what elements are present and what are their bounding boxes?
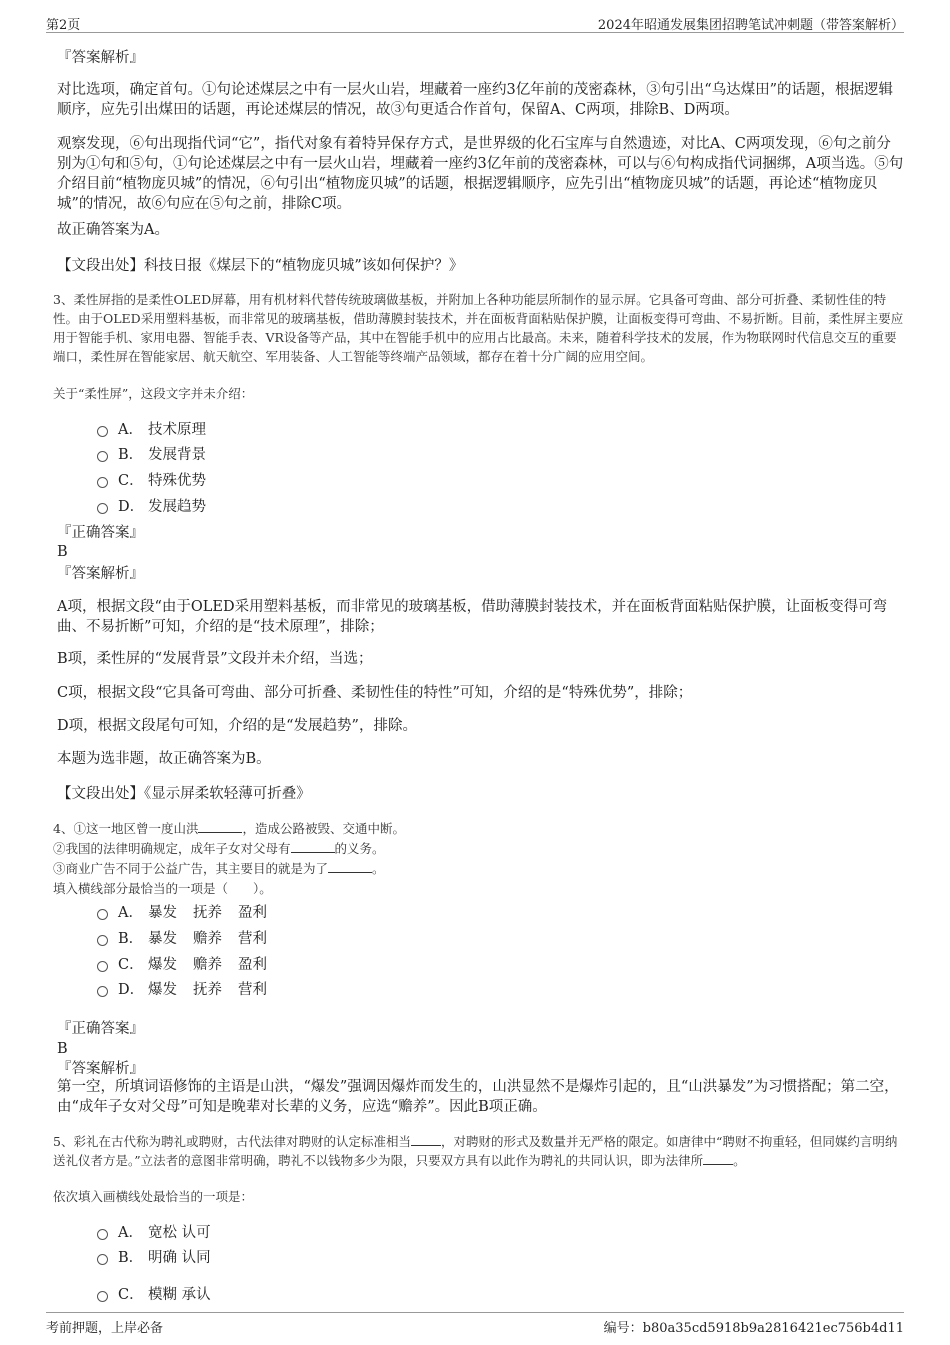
page-footer bbox=[46, 1312, 904, 1335]
q3-source: 【文段出处】《显示屏柔软轻薄可折叠》 bbox=[57, 786, 311, 802]
q3-question: 关于“柔性屏”，这段文字并未介绍： bbox=[53, 386, 254, 401]
q2-analysis-label: 『答案解析』 bbox=[57, 50, 144, 66]
q4-option-c[interactable]: C． 爆发 赡养 盈利 bbox=[97, 953, 267, 973]
radio-button[interactable] bbox=[97, 503, 108, 514]
q3-analysis-d: D项，根据文段尾句可知，介绍的是“发展趋势”，排除。 bbox=[57, 718, 417, 734]
q4-option-d[interactable]: D． 爆发 抚养 营利 bbox=[97, 978, 267, 998]
radio-button[interactable] bbox=[97, 986, 108, 997]
q3-option-d[interactable]: D． 发展趋势 bbox=[97, 495, 206, 515]
radio-button[interactable] bbox=[97, 1291, 108, 1302]
q5-question: 依次填入画横线处最恰当的一项是： bbox=[53, 1189, 254, 1204]
q3-analysis-c: C项，根据文段“它具备可弯曲、部分可折叠、柔韧性佳的特性”可知，介绍的是“特殊优势”，排除； bbox=[57, 685, 693, 701]
q2-source: 【文段出处】科技日报《煤层下的“植物庞贝城”该如何保护？》 bbox=[57, 258, 464, 274]
q3-answer-label: 『正确答案』 bbox=[57, 525, 144, 541]
radio-button[interactable] bbox=[97, 961, 108, 972]
q4-question: 填入横线部分最恰当的一项是（ ）。 bbox=[53, 881, 272, 896]
q5-option-a[interactable]: A． 宽松 认可 bbox=[97, 1221, 211, 1241]
q4-sentence-2: ②我国的法律明确规定，成年子女对父母有 的义务。 bbox=[53, 841, 385, 856]
radio-button[interactable] bbox=[97, 1254, 108, 1265]
q4-analysis-label: 『答案解析』 bbox=[57, 1061, 144, 1077]
q4-option-b[interactable]: B． 暴发 赡养 营利 bbox=[97, 927, 267, 947]
q3-analysis-b: B项，柔性屏的“发展背景”文段并未介绍，当选； bbox=[57, 651, 373, 667]
q3-analysis-label: 『答案解析』 bbox=[57, 566, 144, 582]
radio-button[interactable] bbox=[97, 451, 108, 462]
page-number: 第2页 bbox=[46, 18, 81, 33]
q4-option-a[interactable]: A． 暴发 抚养 盈利 bbox=[97, 901, 267, 921]
q5-stem: 5、彩礼在古代称为聘礼或聘财，古代法律对聘财的认定标准相当 ，对聘财的形式及数量并无严格的限定。如唐律中“聘财不拘重轻，但同媒约言明纳送礼仪者方是。”立法者的意图非常明确，聘礼不以钱物多少为限，只要双方具有以此作为聘礼的共同认识，即为法律所 。 bbox=[53, 1134, 898, 1168]
q3-option-a[interactable]: A． 技术原理 bbox=[97, 418, 206, 438]
blank-line bbox=[328, 860, 372, 873]
q2-conclusion: 故正确答案为A。 bbox=[57, 222, 169, 238]
q4-analysis: 第一空，所填词语修饰的主语是山洪，“爆发”强调因爆炸而发生的，山洪显然不是爆炸引起的，且“山洪暴发”为习惯搭配；第二空，由“成年子女对父母”可知是晚辈对长辈的义务，应选“赡养”。因此B项正确。 bbox=[57, 1079, 899, 1115]
footer-slogan: 考前押题，上岸必备 bbox=[46, 1321, 164, 1336]
blank-line bbox=[291, 840, 335, 853]
blank-line bbox=[411, 1133, 441, 1146]
q3-stem: 3、柔性屏指的是柔性OLED屏幕，用有机材料代替传统玻璃做基板，并附加上各种功能层所制作的显示屏。它具备可弯曲、部分可折叠、柔韧性佳的特性。由于OLED采用塑料基板，而非常见的玻璃基板，借助薄膜封装技术，并在面板背面粘贴保护膜，让面板变得可弯曲、不易折断。目前，柔性屏主要应用于智能手机、家用电器、智能手表、VR设备等产品，其中在智能手机中的应用占比最高。未来，随着科学技术的发展，作为物联网时代信息交互的重要端口，柔性屏在智能家居、航天航空、军用装备、人工智能等终端产品领域，都存在着十分广阔的应用空间。 bbox=[53, 292, 904, 364]
q3-answer: B bbox=[57, 544, 68, 560]
q3-analysis-a: A项，根据文段“由于OLED采用塑料基板，而非常见的玻璃基板，借助薄膜封装技术，并在面板背面粘贴保护膜，让面板变得可弯曲、不易折断”可知，介绍的是“技术原理”，排除； bbox=[57, 599, 888, 635]
q2-analysis-paragraph-2: 观察发现，⑥句出现指代词“它”，指代对象有着特异保存方式，是世界级的化石宝库与自然遗迹，对比A、C两项发现，⑥句之前分别为①句和⑤句，①句论述煤层之中有一层火山岩，埋藏着一座约3亿年前的茂密森林，可以与⑥句构成指代词捆绑，A项当选。⑤句介绍目前“植物庞贝城”的情况，⑥句引出“植物庞贝城”的话题，根据逻辑顺序，应先引出“植物庞贝城”的话题，再论述“植物庞贝城”的情况，故⑥句应在⑤句之前，排除C项。 bbox=[57, 136, 904, 212]
blank-line bbox=[703, 1152, 733, 1165]
q2-analysis-paragraph-1: 对比选项，确定首句。①句论述煤层之中有一层火山岩，埋藏着一座约3亿年前的茂密森林，③句引出“乌达煤田”的话题，根据逻辑顺序，应先引出煤田的话题，再论述煤层的情况，故③句更适合作首句，保留A、C两项，排除B、D两项。 bbox=[57, 82, 894, 118]
page-header bbox=[46, 12, 904, 33]
blank-line bbox=[198, 820, 242, 833]
q4-sentence-3: ③商业广告不同于公益广告，其主要目的就是为了 。 bbox=[53, 861, 385, 876]
document-title: 2024年昭通发展集团招聘笔试冲刺题（带答案解析） bbox=[597, 18, 904, 33]
q5-option-c[interactable]: C． 模糊 承认 bbox=[97, 1283, 211, 1303]
q4-sentence-1: 4、①这一地区曾一度山洪 ，造成公路被毁、交通中断。 bbox=[53, 821, 405, 836]
q4-answer-label: 『正确答案』 bbox=[57, 1021, 144, 1037]
radio-button[interactable] bbox=[97, 909, 108, 920]
radio-button[interactable] bbox=[97, 477, 108, 488]
radio-button[interactable] bbox=[97, 426, 108, 437]
q3-option-c[interactable]: C． 特殊优势 bbox=[97, 469, 206, 489]
radio-button[interactable] bbox=[97, 1229, 108, 1240]
q4-answer: B bbox=[57, 1041, 68, 1057]
document-id: 编号：b80a35cd5918b9a2816421ec756b4d11 bbox=[603, 1321, 904, 1336]
q5-option-b[interactable]: B． 明确 认同 bbox=[97, 1246, 211, 1266]
q3-option-b[interactable]: B． 发展背景 bbox=[97, 443, 206, 463]
radio-button[interactable] bbox=[97, 935, 108, 946]
q3-conclusion: 本题为选非题，故正确答案为B。 bbox=[57, 751, 271, 767]
